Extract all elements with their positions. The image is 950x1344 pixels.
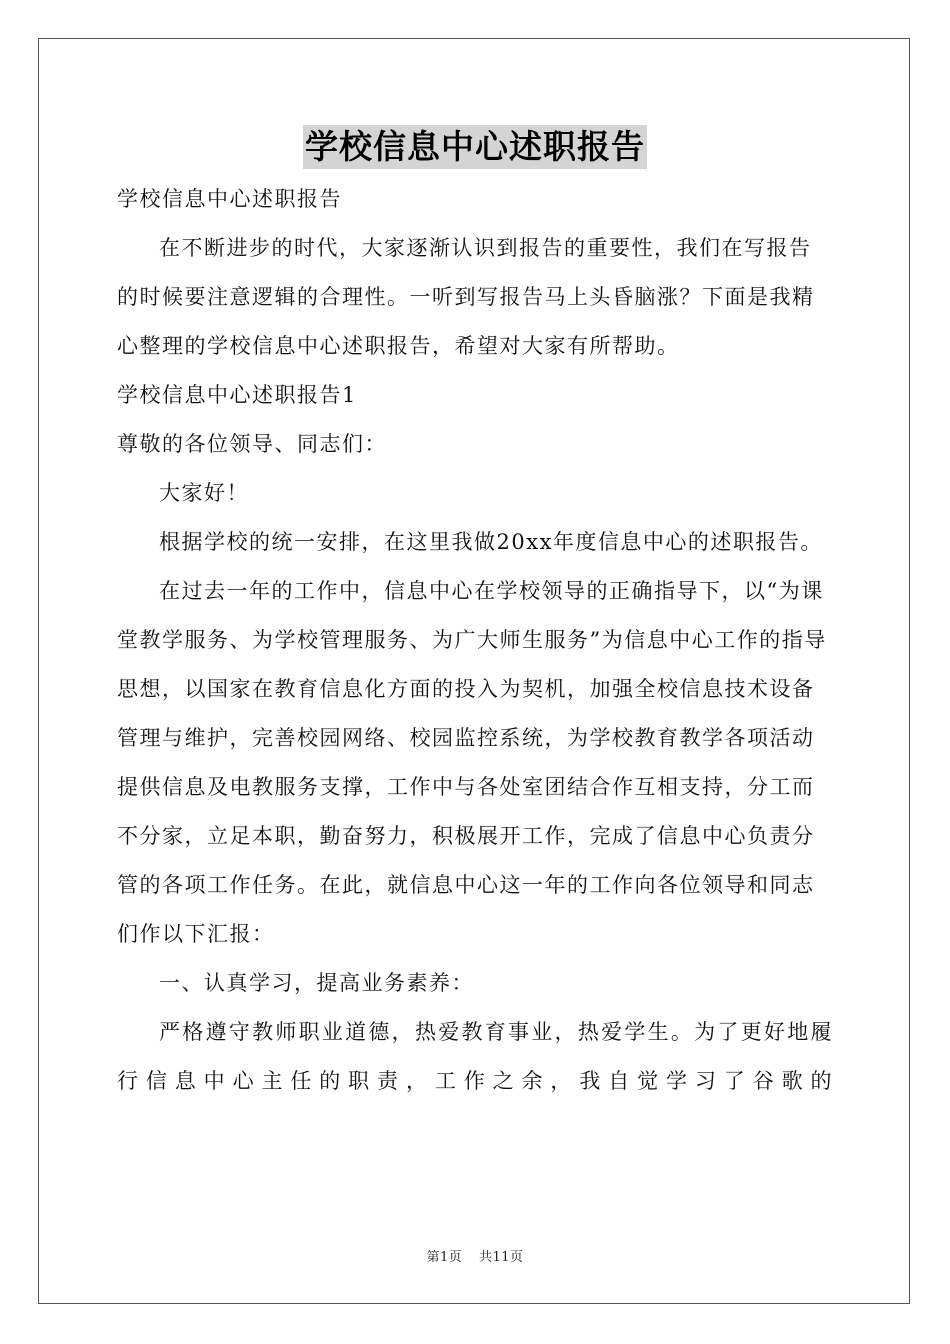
subtitle-paragraph: 学校信息中心述职报告 [117,187,342,211]
title-container [0,125,950,169]
greeting-paragraph: 大家好！ [159,481,249,505]
section-heading: 学校信息中心述职报告1 [117,383,357,407]
intro-paragraph: 在不断进步的时代，大家逐渐认识到报告的重要性，我们在写报告的时候要注意逻辑的合理性。一听到写报告马上头昏脑涨？下面是我精心整理的学校信息中心述职报告，希望对大家有所帮助。 [117,236,815,358]
page-total: 共11页 [478,1250,524,1265]
body-paragraph: 在过去一年的工作中，信息中心在学校领导的正确指导下，以“为课堂教学服务、为学校管理服务、为广大师生服务”为信息中心工作的指导思想，以国家在教育信息化方面的投入为契机，加强全校信息技术设备管理与维护，完善校园网络、校园监控系统，为学校教育教学各项活动提供信息及电教服务支撑，工作中与各处室团结合作互相支持，分工而不分家，立足本职，勤奋努力，积极展开工作，完成了信息中心负责分管的各项工作任务。在此，就信息中心这一年的工作向各位领导和同志们作以下汇报： [117,579,827,946]
body-paragraph: 严格遵守教师职业道德，热爱教育事业，热爱学生。为了更好地履行信息中心主任的职责，工作之余，我自觉学习了谷歌的 [117,1020,833,1093]
page-number: 第1页 [426,1250,463,1265]
subsection-heading: 一、认真学习，提高业务素养： [159,971,474,995]
salutation-paragraph: 尊敬的各位领导、同志们： [117,432,387,456]
document-title: 学校信息中心述职报告 [303,125,647,169]
document-body [117,175,833,1106]
page-footer [0,1246,950,1265]
body-paragraph: 根据学校的统一安排，在这里我做20xx年度信息中心的述职报告。 [159,530,823,554]
